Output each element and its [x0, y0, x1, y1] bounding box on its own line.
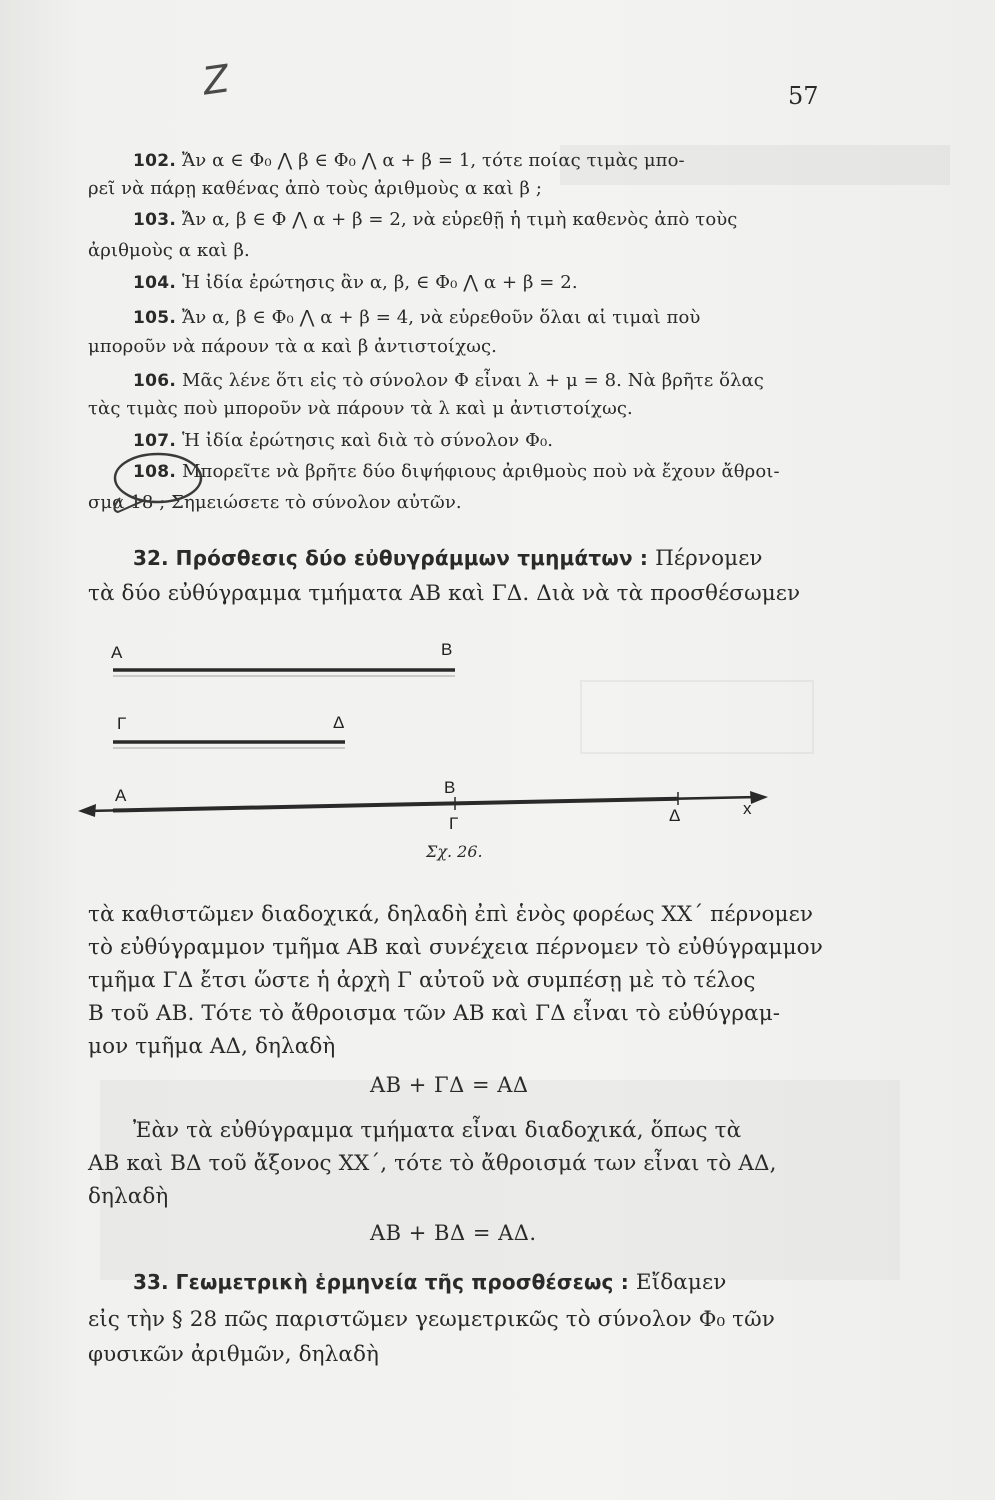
- label-d-top: Δ: [333, 713, 345, 732]
- section-title: Πρόσθεσις δύο εὐθυγράμμων τμημάτων :: [175, 546, 649, 570]
- label-a-top: A: [111, 643, 123, 662]
- axis-segment-bd: [455, 799, 678, 804]
- exercise-number: 102.: [133, 151, 177, 171]
- exercise-number: 106.: [133, 371, 177, 391]
- exercise-text: ρεῖ νὰ πάρῃ καθένας ἀπὸ τοὺς ἀριθμοὺς α καὶ β ;: [88, 178, 542, 199]
- axis-segment-ab: [113, 803, 455, 810]
- section-number: 32.: [133, 546, 169, 570]
- section-text: Πέρνομεν: [655, 546, 763, 571]
- label-x-axis: x: [743, 799, 752, 818]
- exercise-text: σμα 18 ; Σημειώσετε τὸ σύνολον αὐτῶν.: [88, 492, 462, 513]
- section-text: τὰ δύο εὐθύγραμμα τμήματα ΑΒ καὶ ΓΔ. Διὰ νὰ τὰ προσθέσωμεν: [88, 581, 801, 606]
- handwritten-circle: [115, 454, 201, 502]
- body-line: ΑΒ καὶ ΒΔ τοῦ ἄξονος ΧΧ΄, τότε τὸ ἄθροισμά των εἶναι τὸ ΑΔ,: [88, 1151, 777, 1176]
- page-number: 57: [788, 82, 819, 110]
- exercise-text: Ἄν α, β ∈ Φ ⋀ α + β = 2, νὰ εὑρεθῇ ἡ τιμὴ καθενὸς ἀπὸ τοὺς: [181, 209, 738, 230]
- handwritten-mark: Z: [200, 56, 232, 104]
- body-line: τὰ καθιστῶμεν διαδοχικά, δηλαδὴ ἐπὶ ἑνὸς φορέως ΧΧ΄ πέρνομεν: [88, 902, 814, 927]
- exercise-text: Ἡ ἰδία ἐρώτησις ἂν α, β, ∈ Φ₀ ⋀ α + β = 2.: [181, 272, 578, 293]
- label-d-axis: Δ: [669, 806, 681, 825]
- section-heading-line: [133, 1270, 726, 1295]
- body-line: τὸ εὐθύγραμμον τμῆμα ΑΒ καὶ συνέχεια πέρνομεν τὸ εὐθύγραμμον: [88, 935, 823, 960]
- exercise-text: μποροῦν νὰ πάρουν τὰ α καὶ β ἀντιστοίχως.: [88, 336, 497, 357]
- exercise-number: 103.: [133, 210, 177, 230]
- body-line: Ἐὰν τὰ εὐθύγραμμα τμήματα εἶναι διαδοχικά, ὅπως τὰ: [133, 1118, 742, 1143]
- section-number: 33.: [133, 1270, 169, 1294]
- exercise-text: τὰς τιμὰς ποὺ μποροῦν νὰ πάρουν τὰ λ καὶ μ ἀντιστοίχως.: [88, 398, 633, 419]
- label-g-axis: Γ: [449, 814, 459, 833]
- exercise-text: Ἄν α ∈ Φ₀ ⋀ β ∈ Φ₀ ⋀ α + β = 1, τότε ποίας τιμὰς μπο-: [181, 150, 685, 171]
- label-b-top: B: [441, 640, 453, 659]
- exercise-text: Ἄν α, β ∈ Φ₀ ⋀ α + β = 4, νὰ εὑρεθοῦν ὅλαι αἱ τιμαὶ ποὺ: [181, 307, 701, 328]
- exercise-number: 108.: [133, 462, 177, 482]
- section-text: εἰς τὴν § 28 πῶς παριστῶμεν γεωμετρικῶς τὸ σύνολον Φ₀ τῶν: [88, 1307, 775, 1332]
- label-g-top: Γ: [117, 714, 127, 733]
- exercise-number: 104.: [133, 273, 177, 293]
- label-b-axis: B: [444, 778, 456, 797]
- body-line: τμῆμα ΓΔ ἔτσι ὥστε ἡ ἀρχὴ Γ αὐτοῦ νὰ συμπέσῃ μὲ τὸ τέλος: [88, 968, 756, 993]
- axis-arrow-right: [750, 791, 768, 804]
- body-line: δηλαδὴ: [88, 1184, 169, 1209]
- equation-1: ΑΒ + ΓΔ = ΑΔ: [370, 1073, 529, 1097]
- exercise-text: Μᾶς λένε ὅτι εἰς τὸ σύνολον Φ εἶναι λ + μ = 8. Νὰ βρῆτε ὅλας: [181, 370, 764, 391]
- exercise-text: Μπορεῖτε νὰ βρῆτε δύο διψήφιους ἀριθμοὺς ποὺ νὰ ἔχουν ἄθροι-: [181, 461, 780, 482]
- section-text: Εἴδαμεν: [635, 1270, 727, 1295]
- equation-2: ΑΒ + ΒΔ = ΑΔ.: [370, 1221, 537, 1245]
- exercise-number: 107.: [133, 431, 177, 451]
- section-text: φυσικῶν ἀριθμῶν, δηλαδὴ: [88, 1342, 379, 1367]
- exercise-text: ἀριθμοὺς α καὶ β.: [88, 240, 250, 261]
- axis-arrow-left: [78, 804, 96, 817]
- body-line: Β τοῦ ΑΒ. Τότε τὸ ἄθροισμα τῶν ΑΒ καὶ ΓΔ εἶναι τὸ εὐθύγραμ-: [88, 1001, 781, 1026]
- exercise-number: 105.: [133, 308, 177, 328]
- exercise-text: Ἡ ἰδία ἐρώτησις καὶ διὰ τὸ σύνολον Φ₀.: [181, 430, 554, 451]
- body-line: μον τμῆμα ΑΔ, δηλαδὴ: [88, 1034, 336, 1059]
- section-title: Γεωμετρικὴ ἑρμηνεία τῆς προσθέσεως :: [175, 1270, 629, 1294]
- label-a-axis: A: [115, 786, 127, 805]
- figure-caption: Σχ. 26.: [426, 842, 483, 861]
